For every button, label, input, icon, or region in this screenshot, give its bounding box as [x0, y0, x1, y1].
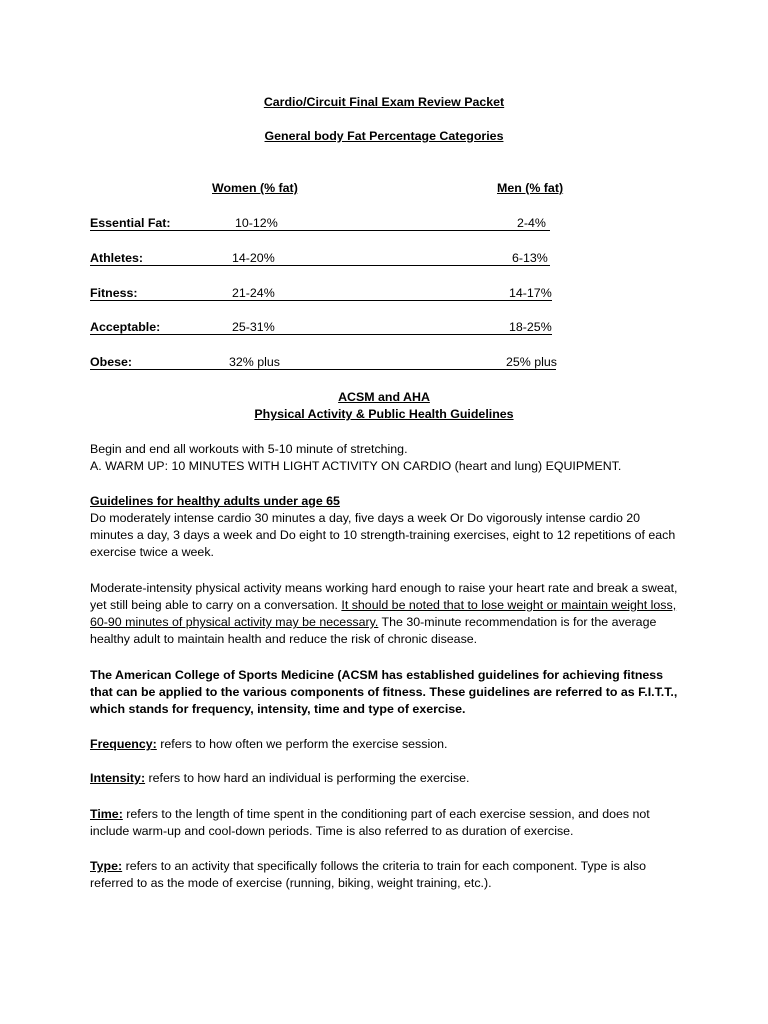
fitt-type	[90, 858, 682, 892]
row-label: Essential Fat:	[90, 216, 171, 230]
adults-guidelines-heading: Guidelines for healthy adults under age 65	[90, 494, 340, 508]
fitt-definition: refers to how often we perform the exercise session.	[156, 737, 448, 751]
moderate-text-end: The 30-minute recommendation is for the average healthy adult to maintain health and reduce the risk of chronic disease.	[90, 615, 657, 646]
moderate-intensity-text	[90, 580, 682, 648]
fitt-frequency	[90, 736, 682, 753]
stretching-note: Begin and end all workouts with 5-10 minute of stretching.	[90, 442, 408, 456]
fitt-term: Time:	[90, 807, 123, 821]
men-value: 18-25%	[509, 320, 552, 334]
row-label: Acceptable:	[90, 320, 161, 334]
men-value: 6-13%	[512, 251, 548, 265]
fitt-definition: refers to an activity that specifically follows the criteria to train for each component. Type is also referred to as the mode of exercise (running, biking, weight training, etc.).	[90, 859, 647, 890]
guidelines-heading: ACSM and AHA	[338, 390, 430, 404]
fitt-term: Frequency:	[90, 737, 157, 751]
row-label: Athletes:	[90, 251, 144, 265]
adults-guidelines-paragraph: Do moderately intense cardio 30 minutes a day, five days a week Or Do vigorously intense cardio 20 minutes a day, 3 days a week and Do eight to 10 strength-training exercises, eight to 12 repetitions of each exercise twice a week.	[90, 511, 676, 559]
men-column-header: Men (% fat)	[497, 181, 564, 195]
row-underline	[90, 369, 556, 370]
moderate-text-start: Moderate-intensity physical activity means working hard enough to raise your heart rate and break a sweat, yet still being able to carry on a conversation.	[90, 581, 678, 612]
women-column-header: Women (% fat)	[212, 181, 298, 195]
men-value: 14-17%	[509, 286, 552, 300]
fitt-definition: refers to the length of time spent in the conditioning part of each exercise session, and does not include warm-up and cool-down periods. Time is also referred to as duration of exercise.	[90, 807, 650, 838]
fitt-term: Intensity:	[90, 771, 146, 785]
acsm-fitt-paragraph: The American College of Sports Medicine (ACSM has established guidelines for achieving fitness that can be applied to the various components of fitness. These guidelines are referred to as F.I.T.T., which stands for frequency, intensity, time and type of exercise.	[90, 668, 678, 716]
men-value: 25% plus	[506, 355, 557, 369]
moderate-intensity-paragraph	[90, 580, 682, 648]
women-value: 21-24%	[232, 286, 275, 300]
acsm-fitt-intro	[90, 667, 682, 718]
fitt-definition: refers to how hard an individual is performing the exercise.	[145, 771, 470, 785]
men-value: 2-4%	[517, 216, 546, 230]
row-underline	[90, 230, 550, 231]
warm-up-note: A. WARM UP: 10 MINUTES WITH LIGHT ACTIVITY ON CARDIO (heart and lung) EQUIPMENT.	[90, 459, 622, 473]
row-underline	[90, 334, 552, 335]
row-label: Fitness:	[90, 286, 138, 300]
table-title: General body Fat Percentage Categories	[264, 129, 504, 143]
row-underline	[90, 300, 552, 301]
guidelines-subheading: Physical Activity & Public Health Guidelines	[254, 407, 514, 421]
fitt-time	[90, 806, 682, 840]
adults-guidelines-text	[90, 510, 682, 561]
weight-loss-note: It should be noted that to lose weight or maintain weight loss, 60-90 minutes of physical activity may be necessary.	[90, 598, 677, 629]
document-title: Cardio/Circuit Final Exam Review Packet	[263, 95, 505, 109]
fitt-term: Type:	[90, 859, 123, 873]
fitt-intensity	[90, 770, 682, 787]
row-label: Obese:	[90, 355, 133, 369]
women-value: 10-12%	[235, 216, 278, 230]
women-value: 25-31%	[232, 320, 275, 334]
row-underline	[90, 265, 550, 266]
women-value: 32% plus	[229, 355, 280, 369]
women-value: 14-20%	[232, 251, 275, 265]
